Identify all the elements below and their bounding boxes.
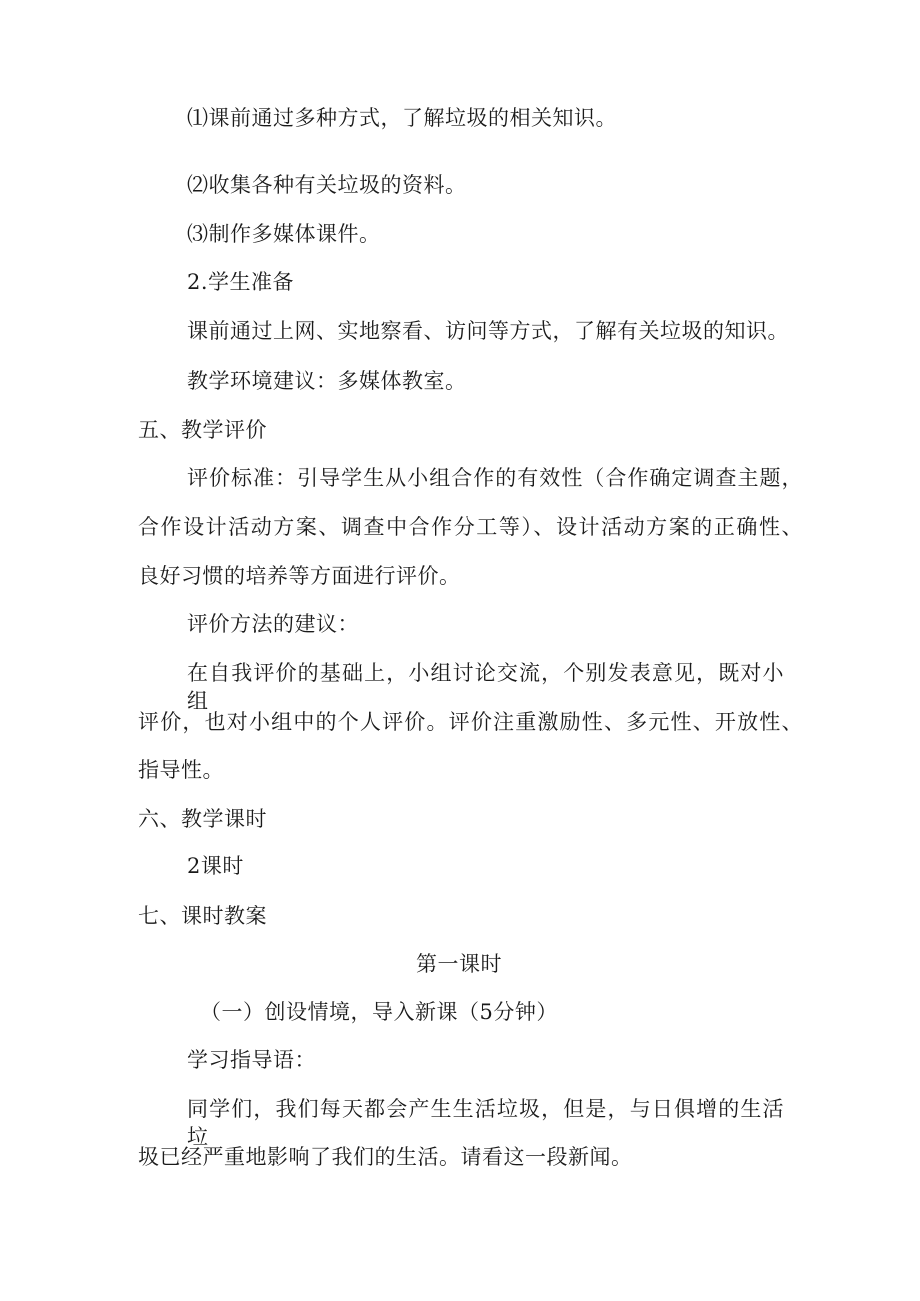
student-prep-heading: 2.学生准备 xyxy=(187,270,295,294)
section6-body: 2课时 xyxy=(187,854,244,878)
method-line-1: 在自我评价的基础上，小组讨论交流，个别发表意见，既对小组 xyxy=(187,661,784,713)
section5-heading: 五、教学评价 xyxy=(138,418,267,442)
prep-item-1: ⑴课前通过多种方式，了解垃圾的相关知识。 xyxy=(187,106,617,130)
criteria-line-3: 良好习惯的培养等方面进行评价。 xyxy=(138,564,461,588)
method-heading: 评价方法的建议： xyxy=(187,612,359,636)
method-line-2: 评价，也对小组中的个人评价。评价注重激励性、多元性、开放性、 xyxy=(138,710,803,734)
guide-label: 学习指导语： xyxy=(187,1048,316,1072)
part1-heading: （一）创设情境，导入新课（5分钟） xyxy=(200,1000,558,1024)
method-line-3: 指导性。 xyxy=(138,758,224,782)
guide-line-2: 圾已经严重地影响了我们的生活。请看这一段新闻。 xyxy=(138,1145,633,1169)
prep-item-3: ⑶制作多媒体课件。 xyxy=(187,222,381,246)
guide-line-1: 同学们，我们每天都会产生生活垃圾，但是，与日俱增的生活垃 xyxy=(187,1097,784,1149)
lesson-title: 第一课时 xyxy=(416,952,502,976)
section6-heading: 六、教学课时 xyxy=(138,807,267,831)
criteria-line-1: 评价标准：引导学生从小组合作的有效性（合作确定调查主题， xyxy=(187,466,803,490)
student-prep-body: 课前通过上网、实地察看、访问等方式，了解有关垃圾的知识。 xyxy=(187,319,789,343)
environment-suggestion: 教学环境建议：多媒体教室。 xyxy=(187,369,467,393)
section7-heading: 七、课时教案 xyxy=(138,904,267,928)
prep-item-2: ⑵收集各种有关垃圾的资料。 xyxy=(187,173,467,197)
criteria-line-2: 合作设计活动方案、调查中合作分工等）、设计活动方案的正确性、 xyxy=(138,515,803,539)
